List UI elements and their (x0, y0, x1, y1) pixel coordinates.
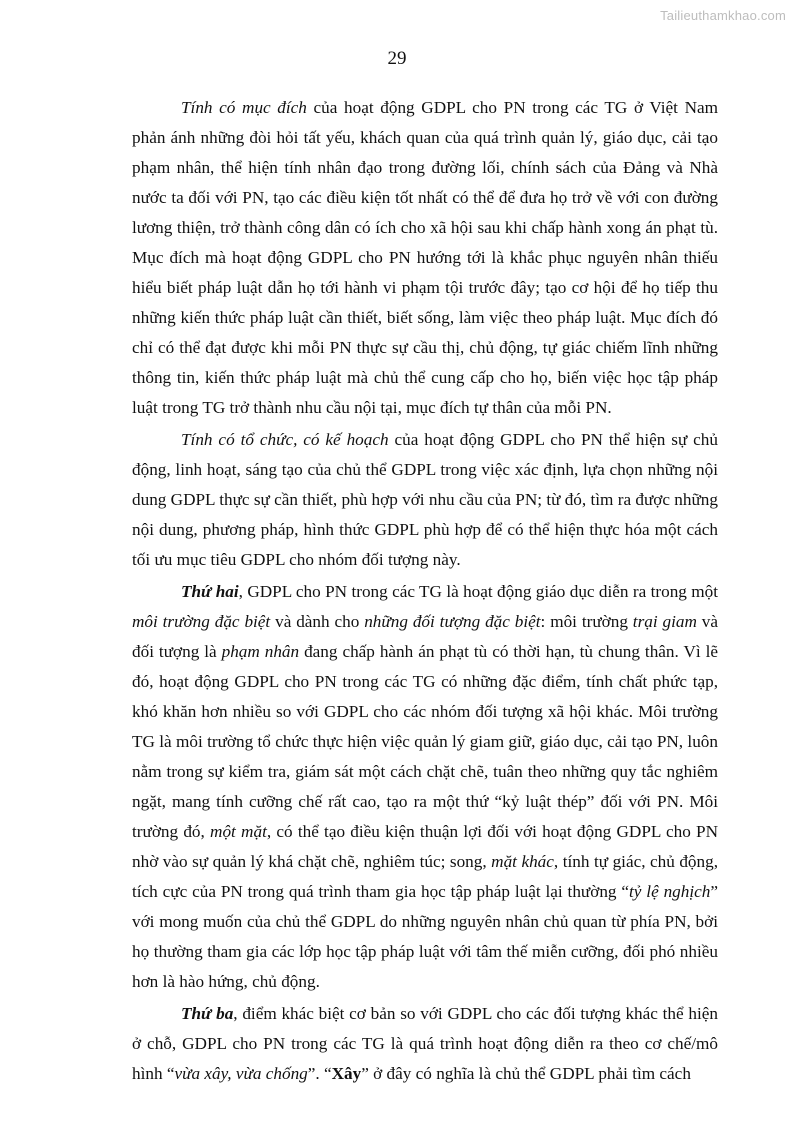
text-run: ”. “ (307, 1064, 332, 1083)
paragraph-third (132, 999, 718, 1089)
text-run: Thứ ba (181, 1004, 234, 1023)
paragraph-organization (132, 425, 718, 575)
text-run: phạm nhân (221, 642, 300, 661)
document-body (132, 93, 718, 1091)
text-run: : môi trường (540, 612, 633, 631)
text-run: vừa xây, vừa chống (174, 1064, 308, 1083)
text-run: Tính có tổ chức, có kế hoạch (181, 430, 389, 449)
text-run: trại giam (632, 612, 697, 631)
text-run: , điểm khác biệt cơ bản so với GDPL cho các đối tượng khác thể hiện ở chỗ, GDPL cho PN trong các TG là quá trình hoạt động diễn ra theo cơ chế/mô hình “ (132, 1004, 718, 1083)
text-run: ” với mong muốn của chủ thể GDPL do những nguyên nhân chủ quan từ phía PN, bởi họ thường tham gia các lớp học tập pháp luật với tâm thế miễn cưỡng, đối phó nhiều hơn là hào hứng, chủ động. (132, 882, 718, 991)
text-run: Thứ hai (181, 582, 239, 601)
text-run: những đối tượng đặc biệt (364, 612, 541, 631)
page-number: 29 (387, 48, 407, 69)
text-run: , tính tự giác, chủ động, tích cực của PN trong quá trình tham gia học tập pháp luật lại thường “ (132, 852, 719, 901)
paragraph-purpose (132, 93, 718, 423)
text-run: của hoạt động GDPL cho PN trong các TG ở Việt Nam phản ánh những đòi hỏi tất yếu, khách quan của quá trình quản lý, giáo dục, cải tạo phạm nhân, thể hiện tính nhân đạo trong đường lối, chính sách của Đảng và Nhà nước ta đối với PN, tạo các điều kiện tốt nhất có thể để đưa họ trở về với con đường lương thiện, trở thành công dân có ích cho xã hội sau khi chấp hành xong án phạt tù. Mục đích mà hoạt động GDPL cho PN hướng tới là khắc phục nguyên nhân thiếu hiểu biết pháp luật dẫn họ tới hành vi phạm tội trước đây; tạo cơ hội để họ tiếp thu những kiến thức pháp luật cần thiết, biết sống, làm việc theo pháp luật. Mục đích đó chỉ có thể đạt được khi mỗi PN thực sự cầu thị, chủ động, tự giác chiếm lĩnh những thông tin, kiến thức pháp luật mà chủ thể cung cấp cho họ, biến việc học tập pháp luật trong TG trở thành nhu cầu nội tại, mục đích tự thân của mỗi PN. (132, 98, 718, 417)
text-run: của hoạt động GDPL cho PN thể hiện sự chủ động, linh hoạt, sáng tạo của chủ thể GDPL trong việc xác định, lựa chọn những nội dung GDPL thực sự cần thiết, phù hợp với nhu cầu của PN; từ đó, tìm ra được những nội dung, phương pháp, hình thức GDPL phù hợp để có thể hiện thực hóa một cách tối ưu mục tiêu GDPL cho nhóm đối tượng này. (132, 430, 718, 569)
text-run: mặt khác (491, 852, 554, 871)
text-run: , có thể tạo điều kiện thuận lợi đối với hoạt động GDPL cho PN nhờ vào sự quản lý khá chặt chẽ, nghiêm túc; song, (132, 822, 719, 871)
text-run: tỷ lệ nghịch (629, 882, 711, 901)
text-run: Xây (331, 1064, 362, 1083)
text-run: ” ở đây có nghĩa là chủ thể GDPL phải tìm cách (361, 1064, 691, 1083)
text-run: môi trường đặc biệt (132, 612, 271, 631)
text-run: , GDPL cho PN trong các TG là hoạt động giáo dục diễn ra trong một (238, 582, 718, 601)
paragraph-second (132, 577, 718, 997)
text-run: một mặt (210, 822, 267, 841)
watermark: Tailieuthamkhao.com (660, 8, 786, 23)
text-run: và đối tượng là (132, 612, 718, 661)
text-run: và dành cho (270, 612, 365, 631)
text-run: đang chấp hành án phạt tù có thời hạn, tù chung thân. Vì lẽ đó, hoạt động GDPL cho PN trong các TG có những đặc điểm, tính chất phức tạp, khó khăn hơn nhiều so với GDPL cho các nhóm đối tượng xã hội khác. Môi trường TG là môi trường tổ chức thực hiện việc quản lý giam giữ, giáo dục, cải tạo PN, luôn nằm trong sự kiểm tra, giám sát một cách chặt chẽ, tuân theo những quy tắc nghiêm ngặt, mang tính cưỡng chế rất cao, tạo ra một thứ “kỷ luật thép” đối với PN. Môi trường đó, (132, 642, 719, 841)
text-run: Tính có mục đích (181, 98, 307, 117)
